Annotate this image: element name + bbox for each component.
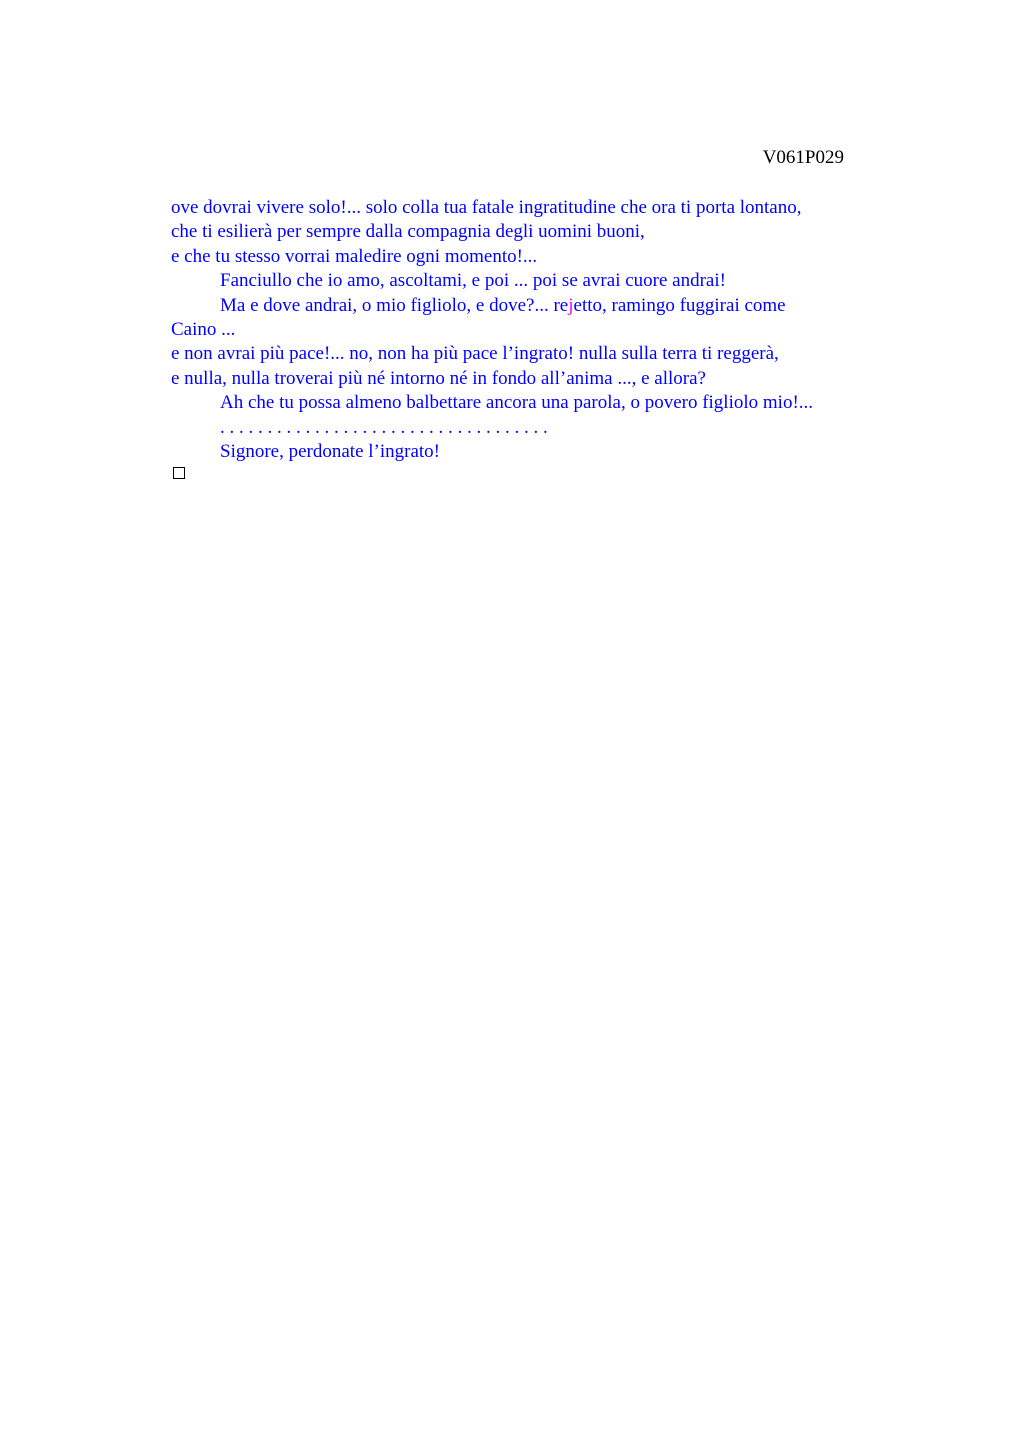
end-square-icon [173,467,185,479]
text-segment: Ma e dove andrai, o mio figliolo, e dove?... re [220,294,569,316]
poem-text [171,196,891,464]
text-line: e nulla, nulla troverai più né intorno né in fondo all’anima ..., e allora? [171,367,706,389]
text-line: Signore, perdonate l’ingrato! [220,441,441,463]
text-line: e che tu stesso vorrai maledire ogni momento!... [171,245,538,267]
text-line [171,294,891,318]
text-line: che ti esilierà per sempre dalla compagnia degli uomini buoni, [171,221,645,243]
dotted-line: . . . . . . . . . . . . . . . . . . . . . . . . . . . . . . . . . . . [220,416,548,438]
highlighted-letter: j [568,294,574,316]
text-line: e non avrai più pace!... no, non ha più pace l’ingrato! nulla sulla terra ti reggerà, [171,343,779,365]
text-segment: etto, ramingo fuggirai come [573,294,786,316]
text-line: ove dovrai vivere solo!... solo colla tua fatale ingratitudine che ora ti porta lontano, [171,197,802,218]
page-identifier: V061P029 [762,147,844,168]
text-line: Caino ... [171,319,236,341]
text-line: Fanciullo che io amo, ascoltami, e poi ... poi se avrai cuore andrai! [220,270,726,292]
text-line: Ah che tu possa almeno balbettare ancora una parola, o povero figliolo mio!... [220,392,814,414]
